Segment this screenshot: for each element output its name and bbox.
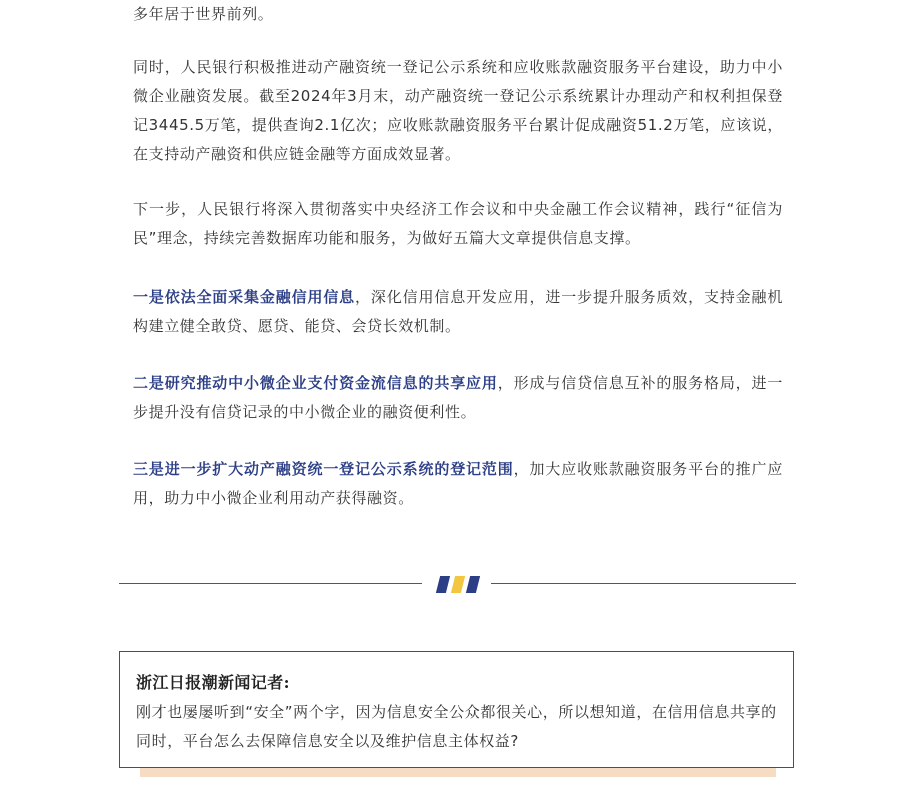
paragraph-4 bbox=[133, 283, 783, 341]
paragraph-4-highlight: 一是依法全面采集金融信用信息 bbox=[133, 288, 356, 306]
section-divider bbox=[119, 573, 796, 595]
reporter-name: 浙江日报潮新闻记者: bbox=[136, 673, 290, 692]
paragraph-6-text: ，加大应收账款融资服务平台的推广应用，助力中小微企业利用动产获得融资。 bbox=[133, 460, 783, 507]
paragraph-6-highlight: 三是进一步扩大动产融资统一登记公示系统的登记范围 bbox=[133, 460, 514, 478]
paragraph-3: 下一步，人民银行将深入贯彻落实中央经济工作会议和中央金融工作会议精神，践行“征信为民”理念，持续完善数据库功能和服务，为做好五篇大文章提供信息支撑。 bbox=[133, 200, 783, 247]
qa-question-box bbox=[119, 651, 794, 768]
paragraph-5-highlight: 二是研究推动中小微企业支付资金流信息的共享应用 bbox=[133, 374, 498, 392]
divider-ornament-icon bbox=[436, 576, 480, 593]
divider-bar-blue bbox=[436, 576, 450, 593]
divider-line-right bbox=[491, 583, 796, 584]
divider-line-left bbox=[119, 583, 422, 584]
paragraph-2: 同时，人民银行积极推进动产融资统一登记公示系统和应收账款融资服务平台建设，助力中小微企业融资发展。截至2024年3月末，动产融资统一登记公示系统累计办理动产和权利担保登记3445.5万笔，提供查询2.1亿次；应收账款融资服务平台累计促成融资51.2万笔，应该说，在支持动产融资和供应链金融等方面成效显著。 bbox=[133, 58, 783, 163]
paragraph-6 bbox=[133, 455, 783, 513]
paragraph-1: 多年居于世界前列。 bbox=[133, 5, 274, 23]
divider-bar-yellow bbox=[451, 576, 465, 593]
paragraph-4-text: ，深化信用信息开发应用，进一步提升服务质效，支持金融机构建立健全敢贷、愿贷、能贷、会贷长效机制。 bbox=[133, 288, 784, 335]
paragraph-5-text: ，形成与信贷信息互补的服务格局，进一步提升没有信贷记录的中小微企业的融资便利性。 bbox=[133, 374, 783, 421]
qa-box-shadow bbox=[140, 768, 776, 777]
paragraph-5 bbox=[133, 369, 783, 427]
reporter-question: 刚才也屡屡听到“安全”两个字，因为信息安全公众都很关心，所以想知道，在信用信息共享的同时，平台怎么去保障信息安全以及维护信息主体权益? bbox=[136, 703, 777, 750]
divider-bar-blue bbox=[466, 576, 480, 593]
